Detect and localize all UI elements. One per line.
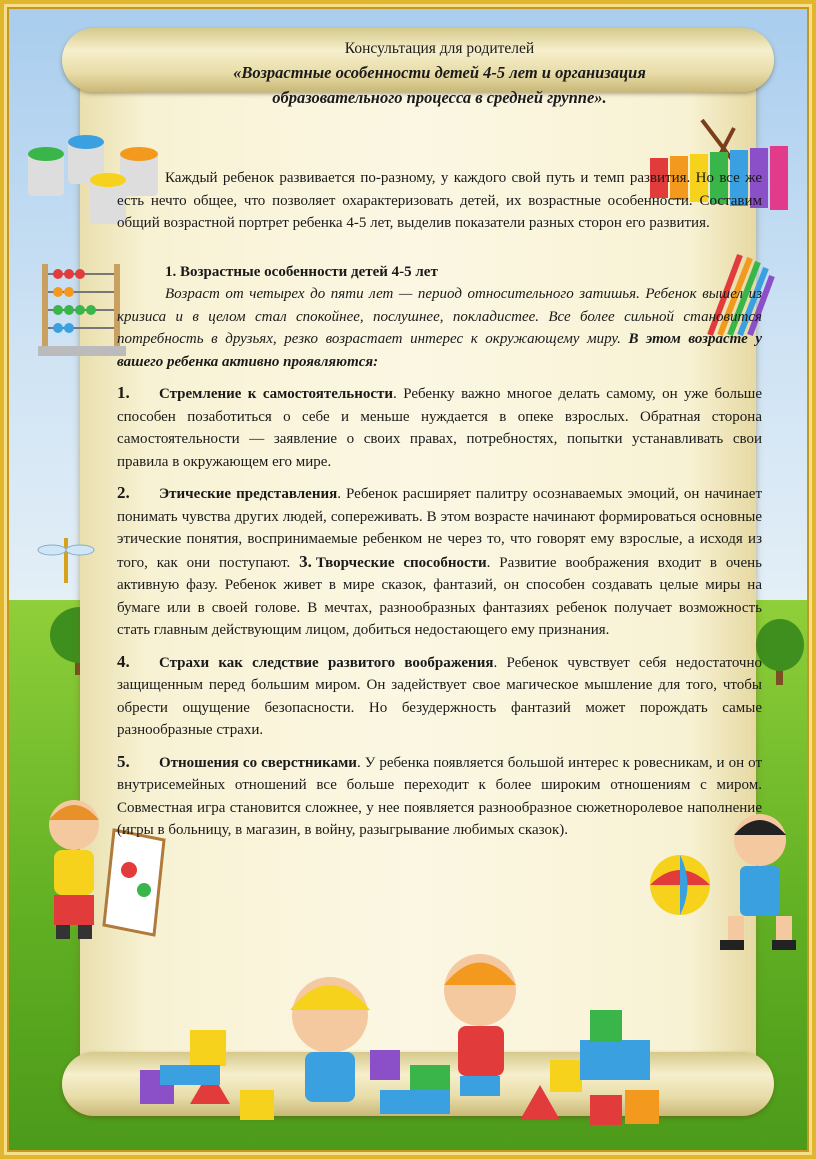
item-heading: Стремление к самостоятельности — [159, 386, 394, 402]
section-1-italic-text: Возраст от четырех до пяти лет — период относительного затишья. Ребенок вышел из кризиса и в целом стал спокойнее, послушнее, покладистее. Все более сильной становится потребность в друзьях, резко возрастает интерес к окружающему миру. — [117, 286, 762, 347]
item-text: . Ребенок чувствует себя недостаточно защищенным перед большим миром. Он задействует свое магическое мышление для того, чтобы обрести ощущение безопасности. Но безудержность фантазий может порождать самые разнообразные страхи. — [117, 654, 763, 738]
item-text: . Ребенок расширяет палитру осознаваемых эмоций, он начинает понимать чувства других людей, сопереживать. В этом возрасте начинают формироваться основные этические понятия, воспринимаемые ребенком не через то, что говорят ему взрослые, а исходя из того, как они поступают. — [117, 486, 762, 571]
intro-paragraph: Каждый ребенок развивается по-разному, у каждого свой путь и темп развития. Но все же есть нечто общее, что позволяет охарактеризовать детей, их возрастные особенности. Составим общий возрастной портрет ребенка 4-5 лет, выделив показатели разных сторон его развития. — [117, 170, 762, 231]
item-number: 4. — [117, 651, 130, 671]
document-header: Консультация для родителей — [344, 40, 535, 57]
item-heading: Этические представления — [159, 486, 338, 502]
section-1-title: 1. Возрастные особенности детей 4-5 лет — [165, 263, 438, 280]
item-number: 2. — [117, 483, 130, 502]
item-number: 1. — [117, 383, 130, 402]
document-title-line-1: «Возрастные особенности детей 4-5 лет и организация — [233, 63, 646, 82]
item-text: . Развитие воображения входит в очень активную фазу. Ребенок живет в мире сказок, фантазий, он способен создавать целые миры на бумаге или в своей голове. В мечтах, разнообразных фантазиях ребенок получает возможность стать главным действующим лицом, добиться недостающего ему признания. — [117, 554, 763, 638]
item-number: 5. — [117, 751, 130, 771]
section-1-bold-text: В этом возрасте у вашего ребенка активно проявляются: — [117, 331, 762, 370]
item-text: . Ребенку важно многое делать самому, он уже больше способен позаботиться о себе и меньше нуждается в опеке взрослых. Обратная сторона самостоятельности — заявление о своих правах, потребностях, попытки устанавливать свои правила в окружающем его мире. — [117, 386, 762, 470]
item-number: 3. — [299, 551, 312, 571]
item-heading: Страхи как следствие развитого воображения — [159, 654, 494, 671]
item-text: . У ребенка появляется большой интерес к ровесникам, и он от внутрисемейных отношений все больше переходит к более широким отношениям с миром. Совместная игра становится сложнее, у нее появляется разнообразное сюжетноролевое наполнение (игры в больницу, в магазин, в войну, разыгрывание любимых сказок). — [117, 754, 763, 838]
item-heading: Отношения со сверстниками — [159, 754, 357, 771]
item-heading: Творческие способности — [315, 554, 487, 571]
document-title-line-2: образовательного процесса в средней группе». — [272, 88, 607, 107]
